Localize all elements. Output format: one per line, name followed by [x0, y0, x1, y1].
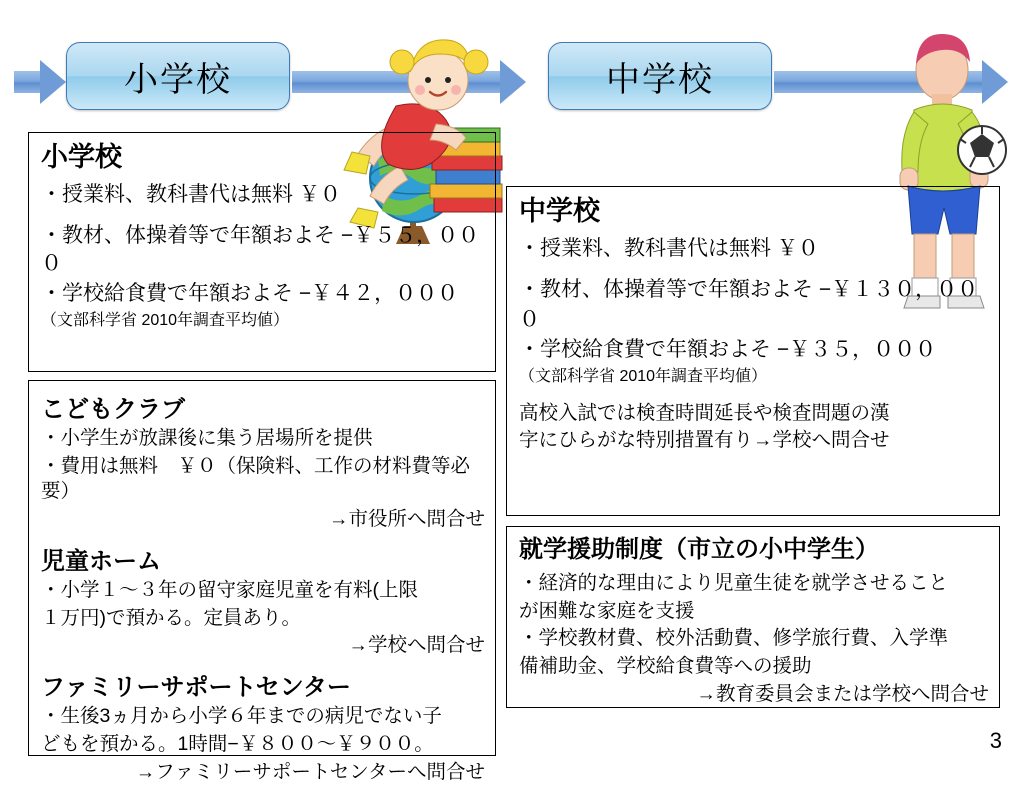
box-junior-high-note-2: 字にひらがな特別措置有り→学校へ問合せ	[519, 429, 890, 452]
box-junior-high-source: （文部科学省 2010年調査平均値）	[519, 367, 768, 385]
family-support-line-1: ・生後3ヵ月から小学６年までの病児でない子	[41, 705, 442, 728]
box-shugaku-line-2: が困難な家庭を支援	[519, 599, 695, 622]
jido-home-line-1: ・小学１～３年の留守家庭児童を有料(上限	[41, 578, 418, 601]
box-elementary-line-3: ・教材、体操着等で年額およそ −￥５５，０００	[41, 224, 480, 276]
box-elementary-line-4: ・学校給食費で年額およそ −￥４２，０００	[41, 281, 459, 305]
title-pill-elementary	[66, 42, 290, 110]
jido-home-line-2: １万円)で預かる。定員あり。	[41, 606, 301, 629]
arrow-head-1	[40, 60, 66, 104]
kodomo-club-contact: →市役所へ問合せ	[328, 508, 485, 531]
box-junior-high-gap-2	[519, 389, 989, 401]
box-junior-high-title: 中学校	[519, 196, 600, 226]
arrow-segment-1	[14, 71, 40, 93]
kodomo-club-line-1: ・小学生が放課後に集う居場所を提供	[41, 427, 373, 449]
box-elementary-title: 小学校	[41, 142, 122, 172]
family-support-contact: →ファミリーサポートセンターへ問合せ	[135, 760, 485, 783]
box-junior-high-gap-1	[519, 264, 989, 276]
kodomo-club-title: こどもクラブ	[41, 396, 185, 423]
family-support-title: ファミリーサポートセンター	[41, 674, 351, 702]
box-elementary-gap	[41, 210, 485, 222]
box-junior-high-line-5: ・学校給食費で年額およそ −￥３５，０００	[519, 337, 937, 361]
page-number: 3	[989, 728, 1002, 753]
box-elementary-source: （文部科学省 2010年調査平均値）	[41, 311, 290, 329]
box-junior-high-line-1: ・授業料、教科書代は無料 ￥０	[519, 236, 819, 260]
box-junior-high-line-4: ０	[519, 308, 540, 332]
box-junior-high	[506, 186, 1000, 516]
jido-home-title: 児童ホーム	[41, 547, 161, 575]
family-support-line-2: どもを預かる。1時間−￥８００～￥９００。	[41, 732, 434, 755]
box-junior-high-line-3: ・教材、体操着等で年額およそ −￥１３０，００	[519, 278, 979, 302]
box-shugaku-line-1: ・経済的な理由により児童生徒を就学させること	[519, 572, 949, 594]
box-elementary-line-1: ・授業料、教科書代は無料 ￥０	[41, 182, 341, 206]
box-shugaku-line-3: ・学校教材費、校外活動費、修学旅行費、入学準	[519, 627, 949, 650]
box-shugaku-line-4: 備補助金、学校給食費等への援助	[519, 655, 812, 678]
jido-home-contact: →学校へ問合せ	[348, 634, 485, 657]
kodomo-club-line-2: ・費用は無料 ￥０（保険料、工作の材料費等必要）	[41, 454, 471, 503]
title-pill-elementary-label: 小学校	[124, 60, 232, 99]
box-shugaku-support	[506, 526, 1000, 708]
box-elementary	[28, 132, 496, 372]
title-pill-junior-high	[548, 42, 772, 110]
box-kodomo-club	[28, 380, 496, 783]
box-junior-high-note-1: 高校入試では検査時間延長や検査問題の漢	[519, 401, 890, 424]
box-shugaku-title: 就学援助制度（市立の小中学生）	[519, 536, 879, 563]
title-pill-junior-high-label: 中学校	[606, 60, 714, 99]
box-shugaku-contact: →教育委員会または学校へ問合せ	[696, 682, 989, 705]
